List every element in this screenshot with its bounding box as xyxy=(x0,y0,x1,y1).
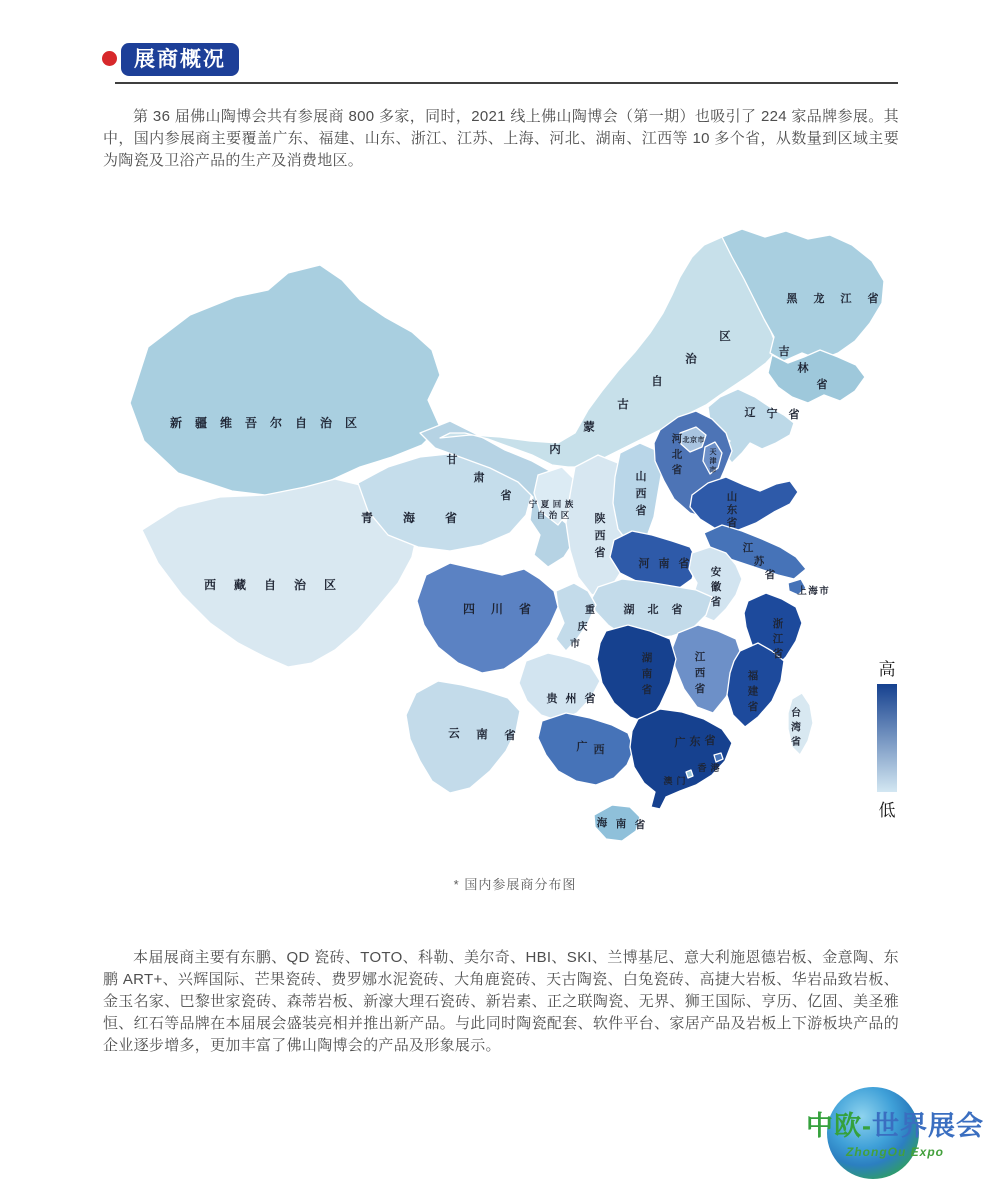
province-label-xinjiang: 区 xyxy=(344,416,358,430)
province-label-taiwan: 台 xyxy=(791,708,801,719)
province-label-neimenggu: 蒙 xyxy=(583,421,595,434)
province-label-shanghai: 市 xyxy=(819,586,829,597)
province-label-taiwan: 省 xyxy=(791,737,801,748)
province-label-ningxia: 回 xyxy=(552,499,562,509)
province-shandong xyxy=(690,477,798,531)
province-label-yunnan: 南 xyxy=(476,729,488,741)
province-label-shandong: 东 xyxy=(726,504,738,516)
province-yunnan xyxy=(406,681,520,793)
province-label-xinjiang: 自 xyxy=(294,416,308,430)
province-label-taiwan: 湾 xyxy=(791,722,801,734)
province-guizhou xyxy=(519,653,600,721)
province-label-gansu: 甘 xyxy=(446,454,458,466)
province-label-jilin: 吉 xyxy=(778,346,790,358)
province-label-shaanxi: 西 xyxy=(594,530,606,542)
province-label-xinjiang: 吾 xyxy=(244,416,258,430)
province-xinjiang xyxy=(130,265,440,497)
province-label-shanghai: 上 xyxy=(797,586,807,597)
province-label-henan: 南 xyxy=(658,558,670,570)
province-label-hunan: 湖 xyxy=(641,652,653,664)
province-label-guangdong: 省 xyxy=(704,735,716,747)
province-label-qinghai: 青 xyxy=(360,511,374,525)
province-label-xizang: 区 xyxy=(323,578,337,592)
intro-paragraph: 第 36 届佛山陶博会共有参展商 800 多家，同时，2021 线上佛山陶博会（第一期）也吸引了 224 家品牌参展。其中，国内参展商主要覆盖广东、福建、山东、浙江、江苏、上海、河北、湖南、江西等 10 多个省，从数量到区域主要为陶瓷及卫浴产品的生产及消费地区。 xyxy=(103,108,899,169)
province-label-shanghai: 海 xyxy=(808,586,818,597)
logo-text-cn-part1: 中欧- xyxy=(806,1111,872,1141)
china-distribution-map xyxy=(120,195,910,865)
province-label-xinjiang: 尔 xyxy=(269,416,283,430)
province-label-shaanxi: 陕 xyxy=(594,513,606,525)
province-label-hebei: 北 xyxy=(671,448,683,461)
province-label-zhejiang: 省 xyxy=(772,648,784,660)
province-label-qinghai: 海 xyxy=(402,511,416,525)
province-label-sichuan: 四 xyxy=(462,602,476,616)
province-shapes xyxy=(130,229,884,841)
province-label-jiangsu: 省 xyxy=(764,569,776,581)
province-label-hubei: 湖 xyxy=(623,604,635,616)
province-label-shandong: 山 xyxy=(726,491,738,503)
province-label-neimenggu: 自 xyxy=(651,376,663,389)
province-label-gansu: 省 xyxy=(500,490,512,502)
map-legend xyxy=(877,660,897,820)
province-label-yunnan: 云 xyxy=(448,728,460,740)
province-label-xizang: 治 xyxy=(293,578,307,592)
province-label-shanxi: 西 xyxy=(635,488,647,500)
province-label-henan: 省 xyxy=(678,558,690,570)
province-label-heilongjiang: 省 xyxy=(867,293,879,305)
province-label-jiangxi: 江 xyxy=(694,651,706,663)
province-label-liaoning: 省 xyxy=(788,409,800,421)
province-label-ningxia: 宁 xyxy=(528,499,538,509)
province-label-guangxi: 广 xyxy=(576,741,588,753)
province-label-shaanxi: 省 xyxy=(594,547,606,559)
province-label-liaoning: 辽 xyxy=(744,407,756,419)
map-label-ningxia-line2: 自 xyxy=(536,510,546,520)
province-label-liaoning: 宁 xyxy=(766,408,778,420)
map-caption: * 国内参展商分布图 xyxy=(453,877,577,892)
legend-high-label: 高 xyxy=(878,660,896,679)
province-label-guangdong: 广 xyxy=(674,737,686,749)
province-label-neimenggu: 内 xyxy=(549,444,561,456)
legend-gradient-bar xyxy=(877,684,897,792)
province-label-fujian: 建 xyxy=(747,685,759,698)
province-label-heilongjiang: 江 xyxy=(840,293,852,305)
province-label-fujian: 福 xyxy=(747,670,759,682)
province-label-hubei: 北 xyxy=(647,604,659,616)
province-label-heilongjiang: 黑 xyxy=(786,293,798,305)
province-label-sichuan: 省 xyxy=(518,602,532,616)
province-label-tianjin: 市 xyxy=(709,467,717,474)
province-label-hebei: 河 xyxy=(671,433,683,445)
closing-paragraph: 本届展商主要有东鹏、QD 瓷砖、TOTO、科勒、美尔奇、HBI、SKI、兰博基尼、意大利施恩德岩板、金意陶、东鹏 ART+、兴辉国际、芒果瓷砖、费罗娜水泥瓷砖、大角鹿瓷砖、天古陶瓷、白兔瓷砖、高捷大岩板、华岩品致岩板、金玉名家、巴黎世家瓷砖、森蒂岩板、新濠大理石瓷砖、新岩素、正之联陶瓷、无界、狮王国际、亨历、亿固、美圣雅恒、红石等品牌在本届展会盛装亮相并推出新产品。与此同时陶瓷配套、软件平台、家居产品及岩板上下游板块产品的企业逐步增多，更加丰富了佛山陶博会的产品及形象展示。 xyxy=(103,949,899,1054)
province-label-anhui: 徽 xyxy=(710,581,722,593)
province-label-jiangsu: 苏 xyxy=(753,555,765,568)
province-label-neimenggu: 治 xyxy=(685,353,697,366)
province-label-gansu: 肃 xyxy=(473,472,485,484)
province-label-heilongjiang: 龙 xyxy=(813,293,825,305)
province-label-beijing: 北 xyxy=(682,437,690,444)
province-label-jiangsu: 江 xyxy=(742,542,754,554)
province-label-neimenggu: 古 xyxy=(617,398,629,411)
logo-text-en: ZhongOu Expo xyxy=(846,1145,944,1159)
province-label-hunan: 省 xyxy=(641,684,653,696)
province-label-zhejiang: 浙 xyxy=(772,618,784,630)
section-title-badge: 展商概况 xyxy=(121,43,239,76)
province-label-jiangxi: 省 xyxy=(694,683,706,695)
province-label-guizhou: 省 xyxy=(584,693,596,705)
province-label-shandong: 省 xyxy=(726,517,738,529)
province-label-macau: 澳 xyxy=(663,776,673,786)
province-label-xinjiang: 疆 xyxy=(194,416,208,430)
china-map-svg xyxy=(120,195,910,865)
province-label-shanxi: 省 xyxy=(635,505,647,517)
province-label-neimenggu: 区 xyxy=(719,331,731,343)
province-label-ningxia: 夏 xyxy=(540,499,550,509)
province-label-xinjiang: 新 xyxy=(169,416,183,430)
province-label-qinghai: 省 xyxy=(444,511,458,525)
province-label-chongqing: 重 xyxy=(585,605,595,616)
province-label-macau: 门 xyxy=(676,776,686,786)
province-label-guizhou: 州 xyxy=(565,693,577,705)
province-label-anhui: 省 xyxy=(710,596,722,608)
province-label-jilin: 林 xyxy=(797,362,809,375)
province-label-hongkong: 香 xyxy=(697,763,707,773)
province-macau xyxy=(686,770,693,778)
province-label-guizhou: 贵 xyxy=(546,693,558,705)
province-label-xizang: 西 xyxy=(203,578,217,592)
zhongou-expo-logo xyxy=(795,1085,995,1182)
province-label-xizang: 藏 xyxy=(233,578,247,592)
logo-text-cn xyxy=(795,1111,995,1141)
province-label-hongkong: 港 xyxy=(710,763,720,773)
province-label-tianjin: 天 xyxy=(709,449,717,456)
province-label-sichuan: 川 xyxy=(490,602,504,616)
map-label-ningxia-line2: 区 xyxy=(560,510,570,520)
province-label-anhui: 安 xyxy=(710,566,722,578)
province-label-hainan: 南 xyxy=(615,818,627,830)
province-label-zhejiang: 江 xyxy=(772,633,784,645)
province-label-chongqing: 庆 xyxy=(577,622,588,633)
province-label-tianjin: 津 xyxy=(709,458,717,465)
province-label-hubei: 省 xyxy=(671,604,683,616)
logo-text-cn-part2: 世界展会 xyxy=(872,1111,984,1141)
header-divider xyxy=(115,82,898,84)
red-dot-icon xyxy=(102,51,117,66)
province-label-xinjiang: 维 xyxy=(219,416,233,430)
province-label-shanxi: 山 xyxy=(635,471,647,483)
province-label-hainan: 海 xyxy=(596,817,608,829)
province-label-ningxia: 族 xyxy=(564,499,574,509)
map-label-ningxia-line2: 治 xyxy=(548,510,558,520)
province-label-guangdong: 东 xyxy=(689,736,701,748)
province-label-beijing: 市 xyxy=(697,437,705,444)
province-label-xizang: 自 xyxy=(263,578,277,592)
province-label-hebei: 省 xyxy=(671,464,683,476)
province-label-beijing: 京 xyxy=(690,437,697,444)
province-label-henan: 河 xyxy=(638,558,650,570)
province-label-hainan: 省 xyxy=(634,819,646,831)
province-label-chongqing: 市 xyxy=(570,639,580,650)
province-label-jiangxi: 西 xyxy=(694,667,706,679)
province-label-guangxi: 西 xyxy=(593,744,605,756)
province-label-yunnan: 省 xyxy=(504,730,516,742)
legend-low-label: 低 xyxy=(878,801,896,820)
province-label-fujian: 省 xyxy=(747,701,759,713)
province-label-hunan: 南 xyxy=(641,668,653,680)
province-label-xinjiang: 治 xyxy=(319,416,333,430)
province-label-jilin: 省 xyxy=(816,379,828,391)
province-hunan xyxy=(597,625,676,723)
